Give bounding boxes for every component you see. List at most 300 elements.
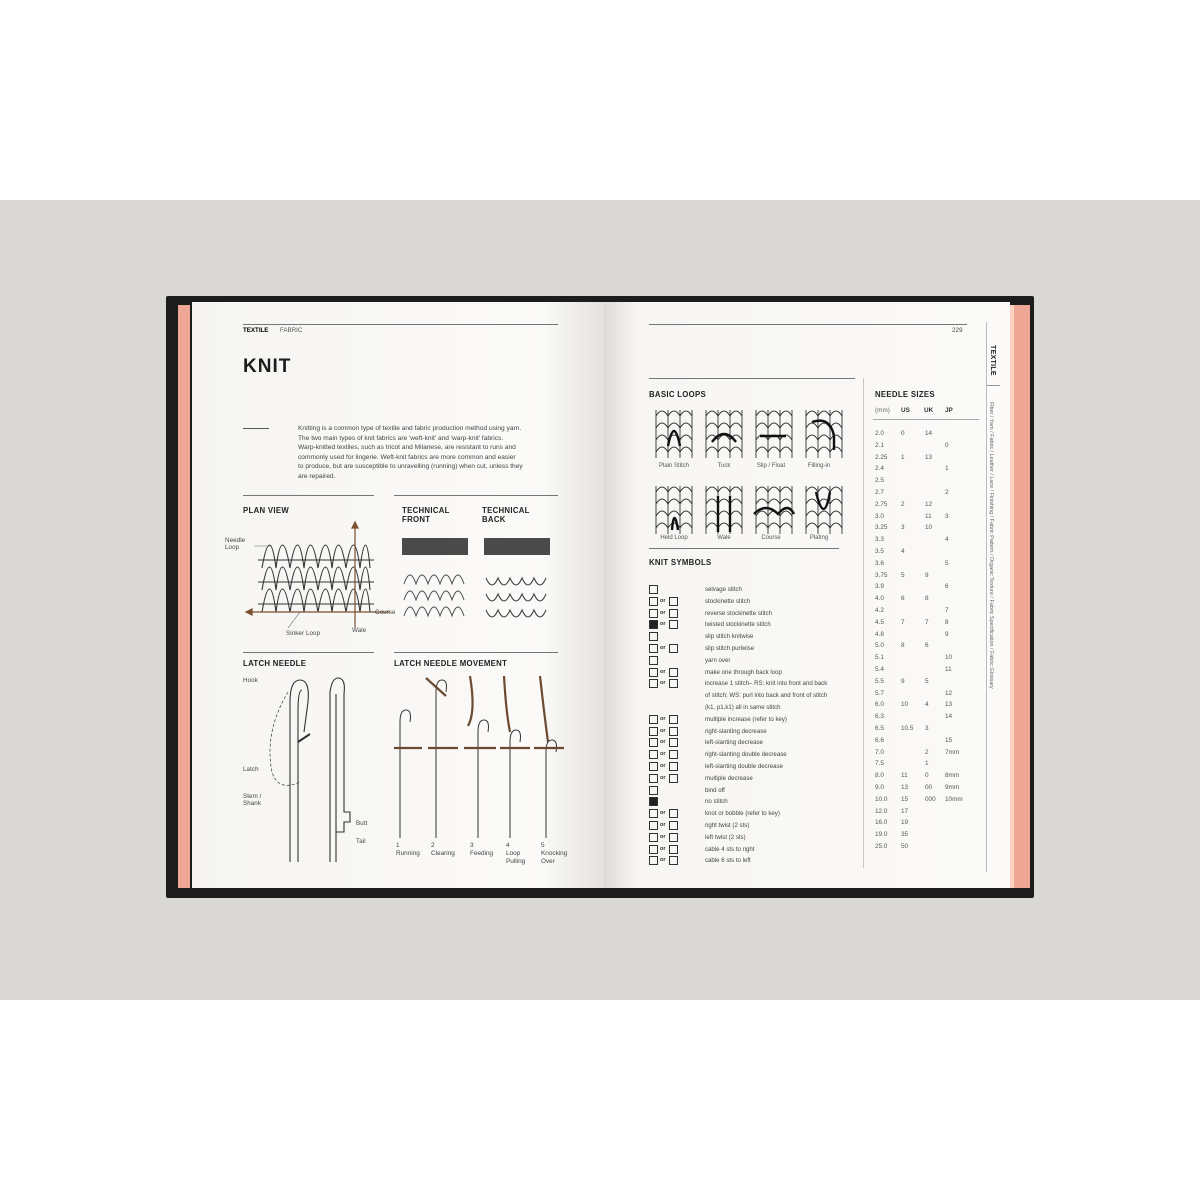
knit-symbol-description: right-slanting decrease [705, 727, 767, 735]
needle-size-mm: 3.5 [875, 548, 884, 555]
needle-size-uk: 7 [925, 618, 929, 626]
side-tab-label: TEXTILE [989, 345, 996, 376]
needle-size-us: 2 [901, 500, 905, 508]
needle-size-row [873, 784, 988, 795]
knit-symbol-row [649, 691, 859, 701]
needle-size-uk: 14 [925, 430, 933, 437]
knit-symbol-icons [649, 585, 699, 595]
knit-symbol-row [649, 703, 859, 713]
needle-size-uk: 9 [925, 571, 929, 579]
needle-size-mm: 6.3 [875, 713, 884, 721]
knit-symbol-icon [649, 762, 658, 771]
knit-symbol-icon [669, 679, 678, 688]
technical-front-swatch [402, 538, 468, 555]
label-course: Course [375, 609, 396, 616]
knit-symbol-row [649, 845, 859, 855]
knit-symbol-row [649, 856, 859, 866]
needle-size-mm: 6.0 [875, 701, 884, 709]
label-hook: Hook [243, 677, 258, 684]
knit-symbol-row [649, 644, 859, 654]
intro-line: to produce, but are susceptible to unravelling (running) when cut, unless they [298, 463, 523, 471]
needle-size-mm: 12.0 [875, 807, 888, 815]
step-label: Feeding [470, 850, 494, 857]
knit-symbol-row [649, 797, 859, 807]
needle-size-uk: 12 [925, 500, 933, 508]
needle-size-us: 35 [901, 831, 909, 839]
step-number: 2 [431, 842, 435, 849]
needle-size-row [873, 678, 988, 689]
running-header [243, 327, 302, 334]
step-label: Loop Pulling [506, 850, 526, 865]
knit-symbol-row [649, 585, 859, 595]
knit-symbol-icon [669, 821, 678, 830]
needle-size-uk: 5 [925, 677, 929, 685]
needle-size-uk: 13 [925, 453, 933, 461]
loop-caption: Filling-in [807, 463, 831, 469]
needle-size-mm: 5.4 [875, 666, 884, 673]
knit-symbol-icon [669, 644, 678, 653]
needle-size-row [873, 548, 988, 559]
needle-size-uk: 2 [925, 748, 929, 756]
movement-step [541, 842, 569, 866]
knit-symbol-icon [669, 620, 678, 629]
needle-size-mm: 3.6 [875, 559, 884, 567]
knit-symbol-icon [649, 679, 658, 688]
needle-sizes-header-row [873, 407, 988, 418]
or-label: or [660, 810, 666, 817]
knit-symbols-heading: KNIT SYMBOLS [649, 558, 712, 567]
movement-step [506, 842, 530, 866]
knit-symbol-description: increase 1 stitch– RS: knit into front and back [705, 680, 828, 688]
needle-size-mm: 4.0 [875, 595, 884, 603]
needle-column-divider [863, 378, 864, 868]
plan-view-rule [243, 495, 374, 496]
intro-line: are repaired. [298, 472, 336, 480]
or-label: or [660, 833, 666, 840]
needle-size-us: 0 [901, 430, 905, 437]
movement-step [470, 842, 500, 858]
needle-size-jp: 15 [945, 736, 953, 744]
needle-size-row [873, 536, 988, 547]
or-label: or [660, 845, 666, 852]
needle-size-jp: 13 [945, 701, 953, 709]
needle-size-us: 3 [901, 524, 905, 532]
column-header-jp: JP [945, 407, 953, 414]
movement-step [431, 842, 465, 858]
needle-size-mm: 9.0 [875, 784, 884, 791]
knit-symbol-icons [649, 715, 699, 725]
knit-symbol-icons [649, 609, 699, 619]
movement-steps [396, 842, 566, 870]
column-header-us: US [901, 407, 910, 414]
intro-line: Warp-knitted textiles, such as tricot and Milanese, are resistant to runs and [298, 444, 516, 452]
needle-size-row [873, 808, 988, 819]
or-label: or [660, 609, 666, 616]
needle-size-uk: 1 [925, 760, 929, 768]
latch-movement-diagram [388, 672, 568, 842]
needle-size-jp: 4 [945, 536, 949, 544]
needle-sizes-heading: NEEDLE SIZES [875, 390, 935, 399]
loop-caption: Course [761, 535, 781, 541]
knit-symbol-icons [649, 703, 699, 713]
needle-size-us: 7 [901, 618, 905, 626]
page-title: KNIT [243, 356, 292, 377]
knit-symbol-icon [649, 738, 658, 747]
needle-size-jp: 6 [945, 583, 949, 591]
needle-size-mm: 6.6 [875, 736, 884, 744]
needle-size-us: 4 [901, 548, 905, 555]
or-label: or [660, 822, 666, 828]
needle-size-row [873, 819, 988, 830]
needle-size-row [873, 430, 988, 441]
knit-symbol-row [649, 597, 859, 607]
needle-size-mm: 3.75 [875, 571, 888, 579]
knit-symbol-icon [669, 845, 678, 854]
knit-symbol-description: reverse stockinette stitch [705, 609, 773, 617]
knit-symbol-icons [649, 691, 699, 701]
needle-size-mm: 16.0 [875, 819, 888, 827]
needle-size-row [873, 619, 988, 630]
movement-step [396, 842, 426, 858]
knit-symbol-description: (k1, p1,k1) all in same stitch [705, 704, 781, 711]
knit-symbol-icon [649, 797, 658, 806]
page-number: 229 [952, 327, 963, 334]
header-subsection: FABRIC [279, 327, 303, 334]
technical-back-diagram [482, 566, 554, 624]
knit-symbol-icon [649, 620, 658, 629]
knit-symbol-description: make one through back loop [705, 668, 782, 676]
loop-caption: Plating [809, 535, 829, 541]
needle-size-jp: 10 [945, 654, 953, 662]
needle-size-us: 9 [901, 677, 905, 685]
right-header-rule [649, 324, 967, 325]
latch-movement-rule [394, 652, 558, 653]
knit-symbol-icon [649, 786, 658, 795]
needle-size-row [873, 477, 988, 488]
latch-needle-rule [243, 652, 374, 653]
loop-caption: Slip / Float [756, 463, 786, 469]
or-label: or [660, 645, 666, 651]
knit-symbol-row [649, 821, 859, 831]
step-number: 3 [470, 842, 474, 849]
needle-size-row [873, 442, 988, 453]
knit-symbol-row [649, 809, 859, 819]
latch-movement-heading: LATCH NEEDLE MOVEMENT [394, 659, 508, 668]
page-edge-right [1012, 305, 1030, 888]
or-label: or [660, 763, 666, 769]
needle-size-jp: 12 [945, 689, 953, 697]
needle-size-jp: 14 [945, 713, 953, 721]
needle-size-mm: 2.75 [875, 500, 888, 508]
side-tab-rule [986, 385, 1000, 386]
knit-symbol-row [649, 609, 859, 619]
needle-size-uk: 3 [925, 725, 929, 732]
needle-size-us: 13 [901, 784, 909, 791]
knit-symbol-icon [669, 597, 678, 606]
needle-size-uk: 10 [925, 524, 933, 532]
knit-symbol-icon [649, 727, 658, 736]
knit-symbol-row [649, 774, 859, 784]
needle-size-jp: 0 [945, 441, 949, 449]
needle-size-jp: 3 [945, 512, 949, 520]
or-label: or [660, 597, 666, 604]
plan-view-diagram [240, 520, 400, 645]
knit-symbol-icons [649, 644, 699, 654]
knit-symbol-description: yarn over [705, 656, 731, 664]
needle-size-jp: 7mm [945, 748, 960, 756]
needle-size-mm: 2.1 [875, 441, 884, 449]
knit-symbol-icon [669, 762, 678, 771]
or-label: or [660, 857, 666, 864]
needle-size-jp: 8mm [945, 772, 960, 780]
label-sinker-loop: Sinker Loop [286, 630, 321, 637]
basic-loops-heading: BASIC LOOPS [649, 390, 707, 399]
knit-symbols-rule [649, 548, 839, 549]
needle-size-mm: 5.0 [875, 642, 884, 650]
needle-size-uk: 000 [925, 795, 936, 803]
needle-size-jp: 5 [945, 559, 949, 567]
needle-size-row [873, 843, 988, 854]
needle-size-row [873, 489, 988, 500]
knit-symbol-icons [649, 738, 699, 748]
knit-symbol-row [649, 750, 859, 760]
needle-size-mm: 3.3 [875, 536, 884, 544]
needle-size-us: 5 [901, 571, 905, 579]
knit-symbol-icon [649, 632, 658, 641]
needle-size-row [873, 749, 988, 760]
needle-size-uk: 6 [925, 642, 929, 650]
needle-size-mm: 3.0 [875, 512, 884, 520]
needle-size-row [873, 737, 988, 748]
step-number: 4 [506, 842, 510, 849]
knit-symbol-description: bind off [705, 786, 725, 794]
needle-size-us: 10.5 [901, 725, 914, 732]
label-tail: Tail [356, 838, 366, 845]
knit-symbol-icons [649, 762, 699, 772]
knit-symbol-description: stockinette stitch [705, 597, 751, 605]
knit-symbol-icons [649, 620, 699, 630]
needle-size-us: 19 [901, 819, 909, 827]
technical-front-diagram [400, 566, 470, 624]
label-butt: Butt [356, 820, 368, 827]
knit-symbol-icons [649, 821, 699, 831]
knit-symbol-icons [649, 774, 699, 784]
needle-size-mm: 7.0 [875, 748, 884, 756]
or-label: or [660, 715, 666, 722]
needle-size-mm: 10.0 [875, 795, 888, 803]
needle-size-row [873, 772, 988, 783]
needle-size-uk: 0 [925, 772, 929, 780]
knit-symbol-icons [649, 632, 699, 642]
intro-rule [243, 428, 269, 429]
knit-symbol-row [649, 833, 859, 843]
needle-size-mm: 4.5 [875, 618, 884, 626]
knit-symbol-row [649, 632, 859, 642]
knit-symbol-row [649, 727, 859, 737]
step-label: Clearing [431, 850, 455, 857]
step-number: 5 [541, 842, 545, 849]
knit-symbol-description: left twist (2 sts) [705, 833, 746, 841]
needle-size-jp: 1 [945, 465, 949, 473]
knit-symbol-icon [669, 833, 678, 842]
header-separator: · [273, 327, 276, 334]
knit-symbol-description: multiple decrease [705, 774, 753, 782]
knit-symbol-description: cable 6 sts to left [705, 857, 751, 865]
knit-symbol-row [649, 715, 859, 725]
needle-size-us: 8 [901, 642, 905, 650]
knit-symbol-description: right-slanting double decrease [705, 751, 787, 759]
needle-size-mm: 8.0 [875, 772, 884, 780]
header-rule [243, 324, 558, 325]
knit-symbol-description: multiple increase (refer to key) [705, 715, 787, 723]
header-section: TEXTILE [243, 327, 269, 334]
knit-symbol-row [649, 668, 859, 678]
knit-symbol-icon [669, 774, 678, 783]
step-label: Running [396, 850, 420, 857]
needle-size-us: 50 [901, 843, 909, 850]
knit-symbol-row [649, 738, 859, 748]
or-label: or [660, 621, 666, 628]
knit-symbol-icon [649, 833, 658, 842]
needle-header-rule [873, 419, 979, 420]
needle-size-mm: 2.4 [875, 465, 884, 473]
knit-symbol-icons [649, 668, 699, 678]
needle-size-jp: 7 [945, 607, 949, 614]
needle-size-jp: 9mm [945, 784, 960, 791]
knit-symbol-icons [649, 656, 699, 666]
needle-size-mm: 2.7 [875, 489, 884, 496]
needle-size-row [873, 501, 988, 512]
knit-symbol-description: right twist (2 sts) [705, 822, 750, 829]
needle-size-mm: 3.9 [875, 583, 884, 591]
knit-symbol-icons [649, 597, 699, 607]
knit-symbol-icon [649, 597, 658, 606]
needle-size-mm: 7.5 [875, 760, 884, 768]
needle-size-uk: 00 [925, 784, 933, 791]
needle-size-mm: 2.0 [875, 430, 884, 437]
knit-symbol-icon [669, 750, 678, 759]
needle-size-row [873, 572, 988, 583]
technical-front-heading: TECHNICAL FRONT [402, 506, 450, 524]
knit-symbol-icon [649, 809, 658, 818]
needle-size-jp: 9 [945, 630, 949, 638]
knit-symbol-icon [649, 585, 658, 594]
step-label: Knocking Over [541, 850, 568, 865]
knit-symbol-description: slip stitch purlwise [705, 645, 755, 652]
knit-symbol-row [649, 762, 859, 772]
intro-line: The two main types of knit fabrics are 'weft-knit' and 'warp-knit' fabrics. [298, 434, 504, 442]
knit-symbol-description: of stitch; WS: purl into back and front of stitch [705, 692, 828, 700]
knit-symbol-description: left-slanting decrease [705, 739, 763, 747]
needle-size-uk: 4 [925, 701, 929, 709]
knit-symbol-description: knot or bobble (refer to key) [705, 810, 780, 818]
knit-symbol-row [649, 679, 859, 689]
loop-caption: Held Loop [660, 535, 688, 541]
knit-symbol-icon [649, 845, 658, 854]
needle-size-row [873, 607, 988, 618]
knit-symbol-icon [649, 644, 658, 653]
column-header-uk: UK [924, 407, 934, 414]
label-needle-loop: Needle Loop [225, 537, 246, 551]
needle-size-us: 6 [901, 595, 905, 603]
knit-symbol-icon [649, 609, 658, 618]
needle-size-mm: 19.0 [875, 831, 888, 839]
knit-symbol-icon [669, 727, 678, 736]
needle-size-row [873, 701, 988, 712]
technical-rule [394, 495, 558, 496]
knit-symbol-icon [649, 668, 658, 677]
needle-size-row [873, 760, 988, 771]
needle-size-row [873, 713, 988, 724]
column-header-mm: (mm) [875, 407, 890, 414]
needle-size-row [873, 831, 988, 842]
knit-symbol-icon [669, 856, 678, 865]
needle-size-mm: 6.5 [875, 725, 884, 732]
knit-symbol-icons [649, 845, 699, 855]
needle-size-row [873, 513, 988, 524]
knit-symbol-icon [649, 821, 658, 830]
knit-symbol-icon [669, 738, 678, 747]
knit-symbol-icon [669, 715, 678, 724]
knit-symbol-icons [649, 833, 699, 843]
knit-symbol-row [649, 656, 859, 666]
technical-back-swatch [484, 538, 550, 555]
knit-symbol-icons [649, 727, 699, 737]
knit-symbol-icons [649, 797, 699, 807]
needle-size-us: 15 [901, 795, 909, 803]
needle-size-jp: 10mm [945, 795, 963, 803]
knit-symbol-icon [649, 856, 658, 865]
or-label: or [660, 739, 666, 746]
side-navigation: Fiber / Yarn / Fabric / Leather / Lace / Finishing / Fabric Pattern / Organic Texture / Fabric Specification / Fabric Glossary [988, 402, 994, 689]
label-stem-shank: Stem / Shank [243, 793, 262, 807]
loop-caption: Tuck [717, 463, 731, 469]
needle-size-jp: 11 [945, 666, 952, 673]
needle-size-mm: 2.5 [875, 477, 884, 485]
knit-symbol-icons [649, 809, 699, 819]
knit-symbol-icons [649, 750, 699, 760]
needle-size-row [873, 465, 988, 476]
knit-symbol-description: no stitch [705, 798, 728, 806]
knit-symbol-icons [649, 786, 699, 796]
needle-size-mm: 25.0 [875, 843, 888, 850]
needle-size-row [873, 524, 988, 535]
intro-paragraph [298, 424, 560, 482]
knit-symbol-row [649, 786, 859, 796]
knit-symbol-icon [649, 774, 658, 783]
or-label: or [660, 727, 666, 734]
needle-size-us: 11 [901, 772, 908, 780]
needle-size-mm: 5.5 [875, 677, 884, 685]
or-label: or [660, 774, 666, 781]
knit-symbol-icons [649, 856, 699, 866]
needle-size-mm: 4.8 [875, 630, 884, 638]
needle-size-row [873, 595, 988, 606]
needle-size-mm: 4.2 [875, 607, 884, 614]
knit-symbol-icons [649, 679, 699, 689]
or-label: or [660, 668, 666, 675]
knit-symbol-description: slip stitch knitwise [705, 633, 754, 641]
needle-size-jp: 8 [945, 618, 949, 626]
technical-back-heading: TECHNICAL BACK [482, 506, 530, 524]
plan-view-heading: PLAN VIEW [243, 506, 290, 515]
needle-size-row [873, 725, 988, 736]
page-edge-left [178, 305, 190, 888]
knit-symbol-icon [669, 809, 678, 818]
needle-size-row [873, 666, 988, 677]
label-wale: Wale [352, 627, 367, 634]
needle-size-mm: 5.7 [875, 689, 884, 697]
